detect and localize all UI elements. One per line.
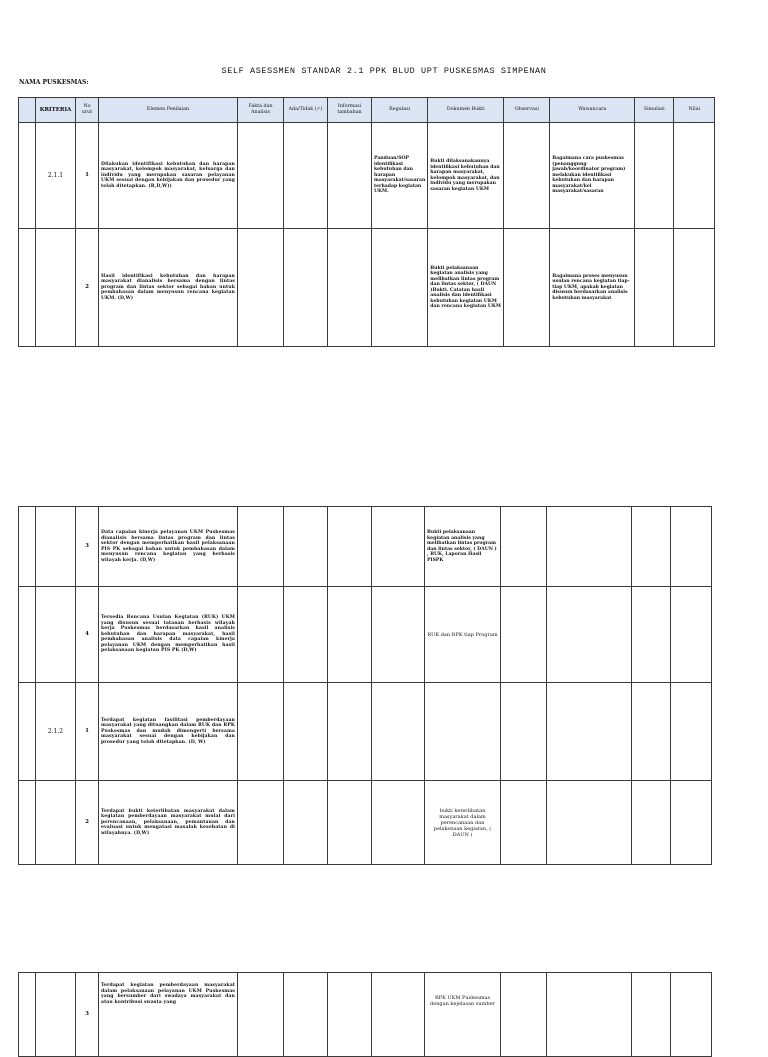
simulasi-cell	[632, 781, 671, 865]
blank-header-cell	[19, 98, 36, 123]
fakta-cell	[238, 123, 284, 229]
header-fakta-analisis: Fakta dan Analisis	[238, 98, 284, 123]
no-urut-cell: 1	[76, 683, 99, 781]
kriteria-cell: 2.1.1	[36, 123, 76, 229]
ada-tidak-cell	[284, 123, 328, 229]
header-regulasi: Regulasi	[372, 98, 428, 123]
wawancara-cell	[547, 507, 632, 587]
blank-cell	[19, 507, 36, 587]
informasi-cell	[328, 683, 372, 781]
fakta-cell	[238, 229, 284, 347]
ada-tidak-cell	[284, 587, 328, 683]
observasi-cell	[501, 587, 547, 683]
table-row	[19, 973, 712, 1057]
no-urut-cell: 1	[76, 123, 99, 229]
dokumen-cell: Bukti pelaksanaan kegiatan analisis yang melibatkan lintas program dan lintas sektor, ( DAUN )Bukti. Catatan hasil analisis dan identifikasi kebutuhan kegiatan UKM dan rencana kegiatan UKM	[428, 229, 504, 347]
wawancara-cell	[547, 683, 632, 781]
informasi-cell	[328, 123, 372, 229]
blank-cell	[19, 229, 36, 347]
header-informasi-tambahan: Informasi tambahan	[328, 98, 372, 123]
puskesmas-name-label: NAMA PUSKESMAS:	[19, 79, 89, 86]
table-row	[19, 123, 715, 229]
assessment-table-page-1	[18, 97, 715, 347]
header-wawancara: Wawancara	[550, 98, 635, 123]
no-urut-cell: 3	[76, 507, 99, 587]
simulasi-cell	[632, 973, 671, 1057]
page-title: SELF ASESSMEN STANDAR 2.1 PPK BLUD UPT PUSKESMAS SIMPENAN	[221, 66, 547, 76]
regulasi-cell	[372, 229, 428, 347]
dokumen-cell: Bukti pelaksanaan kegiatan analisis yang melibatkan lintas program dan lintas sektor, ( DAUN ) , RUK, Laporan Hasil PISPK	[425, 507, 501, 587]
dokumen-cell: RPK UKM Puskesmas dengan kejelasan sumber	[425, 973, 501, 1057]
elemen-cell: Dilakukan identifikasi kebutuhan dan harapan masyarakat, kelompok masyarakat, keluarga dan individu yang merupakan sasaran pelayanan UKM sesuai dengan kebijakan dan prosedur yang telah ditetapkan. (R,D,W))	[99, 123, 238, 229]
fakta-cell	[238, 683, 284, 781]
observasi-cell	[501, 973, 547, 1057]
regulasi-cell: Panduan/SOP identifikasi kebutuhan dan harapan masyarakat/sasaran terhadap kegiatan UKM.	[372, 123, 428, 229]
assessment-table-page-3	[18, 972, 712, 1057]
regulasi-cell	[372, 781, 425, 865]
fakta-cell	[238, 507, 284, 587]
wawancara-cell: Bagaimana cara puskesmas (penanggung jawab/koordinator program) melakukan identifikasi kebutuhan dan harapan masyarakat/kel masyarakat/sasaran	[550, 123, 635, 229]
simulasi-cell	[632, 683, 671, 781]
nilai-cell	[671, 507, 712, 587]
header-kriteria: KRITERIA	[36, 98, 76, 123]
dokumen-cell	[425, 683, 501, 781]
dokumen-cell: RUK dan RPK tiap Program	[425, 587, 501, 683]
kriteria-cell	[36, 587, 76, 683]
header-observasi: Observasi	[504, 98, 550, 123]
ada-tidak-cell	[284, 507, 328, 587]
fakta-cell	[238, 781, 284, 865]
nilai-cell	[671, 683, 712, 781]
elemen-cell: Terdapat kegiatan pemberdayaan masyarakat dalam pelaksanaan pelayanan UKM Puskesmas yang bersumber dari swadaya masyarakat dan atau kontribusi swasta yang	[99, 973, 238, 1057]
blank-cell	[19, 683, 36, 781]
simulasi-cell	[632, 507, 671, 587]
kriteria-cell	[36, 973, 76, 1057]
elemen-cell: Hasil identifikasi kebutuhan dan harapan masyarakat dianalisis bersama dengan lintas program dan lintas sektor sebagai bahan untuk pembahasan dalam menyusun rencana kegiatan UKM. (D,W)	[99, 229, 238, 347]
kriteria-cell	[36, 781, 76, 865]
observasi-cell	[501, 683, 547, 781]
regulasi-cell	[372, 507, 425, 587]
observasi-cell	[501, 781, 547, 865]
header-ada-tidak: Ada/Tidak (✓)	[284, 98, 328, 123]
header-simulasi: Simulasi	[635, 98, 674, 123]
header-dokumen-bukti: Dokumen Bukti	[428, 98, 504, 123]
dokumen-cell: bukti keterlibatan masyarakat dalam perencanaan dan pelaksnaan kegiatan, ( DAUN )	[425, 781, 501, 865]
assessment-table-page-2	[18, 506, 712, 865]
ada-tidak-cell	[284, 973, 328, 1057]
nilai-cell	[671, 973, 712, 1057]
table-row	[19, 683, 712, 781]
table-row	[19, 781, 712, 865]
regulasi-cell	[372, 587, 425, 683]
kriteria-cell	[36, 229, 76, 347]
ada-tidak-cell	[284, 781, 328, 865]
informasi-cell	[328, 973, 372, 1057]
nilai-cell	[671, 781, 712, 865]
simulasi-cell	[635, 229, 674, 347]
simulasi-cell	[632, 587, 671, 683]
nilai-cell	[674, 229, 715, 347]
informasi-cell	[328, 587, 372, 683]
ada-tidak-cell	[284, 229, 328, 347]
elemen-cell: Data capaian kinerja pelayanan UKM Puskesmas dianalisis bersama lintas program dan lintas sektor dengan memperhatikan hasil pelaksanaan PIS PK sebagai bahan untuk pembahasan dalam menyusun rencana kegiatan yang berbasis wilayah kerja. (D,W)	[99, 507, 238, 587]
header-elemen-penilaian: Elemen Penilaian	[99, 98, 238, 123]
wawancara-cell: Bagaimana proses menyusun usulan rencana kegiatan tiap-tiap UKM, apakah kegiatan disusun berdasarkan analisis kebutuhan masyarakat	[550, 229, 635, 347]
fakta-cell	[238, 587, 284, 683]
nilai-cell	[671, 587, 712, 683]
no-urut-cell: 2	[76, 781, 99, 865]
table-row	[19, 587, 712, 683]
no-urut-cell: 2	[76, 229, 99, 347]
informasi-cell	[328, 507, 372, 587]
header-nilai: Nilai	[674, 98, 715, 123]
regulasi-cell	[372, 683, 425, 781]
observasi-cell	[504, 123, 550, 229]
no-urut-cell: 4	[76, 587, 99, 683]
table-row	[19, 229, 715, 347]
kriteria-cell	[36, 507, 76, 587]
ada-tidak-cell	[284, 683, 328, 781]
simulasi-cell	[635, 123, 674, 229]
header-no-urut: No urut	[76, 98, 99, 123]
wawancara-cell	[547, 781, 632, 865]
elemen-cell: Terdapat bukti keterlibatan masyarakat dalam kegiatan pemberdayaan masyarakat mulai dari perencanaan, pelaksanaan, pemantauan dan evaluasi untuk mengatasi masalah kesehatan di wilayahnya. (D,W)	[99, 781, 238, 865]
blank-cell	[19, 587, 36, 683]
observasi-cell	[504, 229, 550, 347]
dokumen-cell: Bukti dilaksanakannya identifikasi kebutuhan dan harapan masyarakat, kelompok masyarakat, dan individu yang merupakan sasaran kegiatan UKM	[428, 123, 504, 229]
table-row	[19, 507, 712, 587]
blank-cell	[19, 123, 36, 229]
informasi-cell	[328, 781, 372, 865]
table-header-row	[19, 98, 715, 123]
blank-cell	[19, 781, 36, 865]
elemen-cell: Tersedia Rencana Usulan Kegiatan (RUK) UKM yang disusun sesuai tatanan berbasis wilayah kerja Puskesmas berdasarkan hasil analisis kebutuhan dan harapan masyarakat, hasil pembahasan analisis data capaian kinerja pelayanan UKM dengan memperhatikan hasil pelaksanaan kegiatan PIS PK (D,W)	[99, 587, 238, 683]
nilai-cell	[674, 123, 715, 229]
blank-cell	[19, 973, 36, 1057]
elemen-cell: Terdapat kegiatan fasilitasi pemberdayaan masyarakat yang dituangkan dalam RUK dan RPK Puskesmas dan mudah dimengerti bersama masyarakat sesuai dengan kebijakan dan prosedur yang telah ditetapkan. (D, W)	[99, 683, 238, 781]
kriteria-cell: 2.1.2	[36, 683, 76, 781]
wawancara-cell	[547, 587, 632, 683]
no-urut-cell: 3	[76, 973, 99, 1057]
wawancara-cell	[547, 973, 632, 1057]
informasi-cell	[328, 229, 372, 347]
regulasi-cell	[372, 973, 425, 1057]
fakta-cell	[238, 973, 284, 1057]
observasi-cell	[501, 507, 547, 587]
